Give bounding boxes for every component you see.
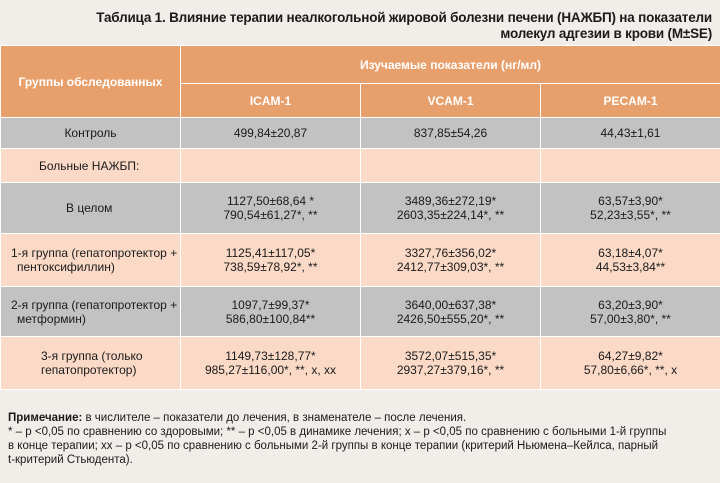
cell-vcam-after: 2426,50±555,20*, ** bbox=[396, 311, 505, 326]
caption-line-1: Таблица 1. Влияние терапии неалкогольной жировой болезни печени (НАЖБП) на показатели bbox=[96, 10, 712, 25]
cell-icam-before: 1149,73±128,77* bbox=[225, 349, 316, 363]
caption-line-2: молекул адгезии в крови (M±SE) bbox=[500, 26, 712, 41]
row-label-line-1: 2-я группа (гепатопротектор + bbox=[11, 297, 178, 312]
cell-vcam-before: 3327,76±356,02* bbox=[404, 246, 497, 260]
cell-pecam-before: 63,18±4,07* bbox=[598, 246, 663, 260]
cell-icam-after: 586,80±100,84** bbox=[225, 311, 316, 326]
results-table bbox=[0, 45, 720, 390]
cell-icam-before: 1097,7±99,37* bbox=[231, 297, 310, 312]
row-label: Контроль bbox=[1, 118, 181, 149]
cell-icam-before: 1125,41±117,05* bbox=[225, 246, 316, 260]
cell-vcam-after: 2603,35±224,14*, ** bbox=[396, 208, 505, 222]
cell-vcam-after: 2937,27±379,16*, ** bbox=[396, 363, 505, 377]
cell-pecam-before: 64,27±9,82* bbox=[598, 349, 663, 363]
row-label-line-1: 1-я группа (гепатопротектор + bbox=[11, 246, 178, 260]
row-label-line-2: пентоксифиллин) bbox=[17, 260, 115, 274]
cell-icam-after: 790,54±61,27*, ** bbox=[223, 208, 318, 222]
cell-pecam-before: 63,20±3,90* bbox=[598, 297, 663, 312]
note-line-1: в числителе – показатели до лечения, в знаменателе – после лечения. bbox=[85, 412, 467, 424]
header-groups: Группы обследованных bbox=[1, 46, 181, 118]
note-title: Примечание: bbox=[8, 412, 83, 424]
header-pecam: PECAM-1 bbox=[541, 84, 720, 118]
note-line-4: t-критерий Стьюдента). bbox=[8, 454, 133, 466]
table-footnote bbox=[8, 411, 713, 467]
cell-pecam-before: 63,57±3,90* bbox=[598, 194, 663, 208]
cell-pecam-after: 52,23±3,55*, ** bbox=[590, 208, 671, 222]
table-row bbox=[1, 149, 720, 183]
row-label: В целом bbox=[66, 201, 113, 215]
cell-vcam-after: 2412,77±309,03*, ** bbox=[396, 260, 505, 274]
cell-icam-before: 1127,50±68,64 * bbox=[226, 194, 315, 208]
row-label-line-2: метформин) bbox=[17, 311, 86, 326]
row-label: Больные НАЖБП: bbox=[1, 149, 181, 183]
note-line-3: в конце терапии; хх – р <0,05 по сравнению с больными 2-й группы в конце терапии (критерий Ньюмена–Кейлса, парный bbox=[8, 440, 659, 452]
row-label-line-1: 3-я группа (только bbox=[41, 349, 143, 363]
cell-pecam-after: 57,00±3,80*, ** bbox=[590, 311, 671, 326]
cell-vcam: 837,85±54,26 bbox=[361, 118, 541, 149]
cell-icam-after: 985,27±116,00*, **, x, xx bbox=[204, 363, 337, 377]
cell-pecam-after: 44,53±3,84** bbox=[595, 260, 666, 274]
table-row bbox=[1, 287, 720, 337]
cell-vcam-before: 3489,36±272,19* bbox=[404, 194, 497, 208]
header-vcam: VCAM-1 bbox=[361, 84, 541, 118]
cell-pecam-after: 57,80±6,66*, **, x bbox=[583, 363, 678, 377]
cell-pecam: 44,43±1,61 bbox=[541, 118, 720, 149]
table-row bbox=[1, 337, 720, 390]
header-studied: Изучаемые показатели (нг/мл) bbox=[181, 46, 720, 84]
table-row bbox=[1, 118, 720, 149]
table-row bbox=[1, 234, 720, 287]
table-row bbox=[1, 183, 720, 234]
table-caption bbox=[12, 10, 712, 42]
header-icam: ICAM-1 bbox=[181, 84, 361, 118]
cell-icam-after: 738,59±78,92*, ** bbox=[223, 260, 318, 274]
note-line-2: * – р <0,05 по сравнению со здоровыми; ** – р <0,05 в динамике лечения; х – р <0,05 по сравнению с больными 1-й группы bbox=[8, 426, 667, 438]
cell-vcam-before: 3640,00±637,38* bbox=[404, 297, 497, 312]
cell-vcam-before: 3572,07±515,35* bbox=[404, 349, 497, 363]
row-label-line-2: гепатопротектор) bbox=[41, 363, 137, 377]
cell-icam: 499,84±20,87 bbox=[181, 118, 361, 149]
